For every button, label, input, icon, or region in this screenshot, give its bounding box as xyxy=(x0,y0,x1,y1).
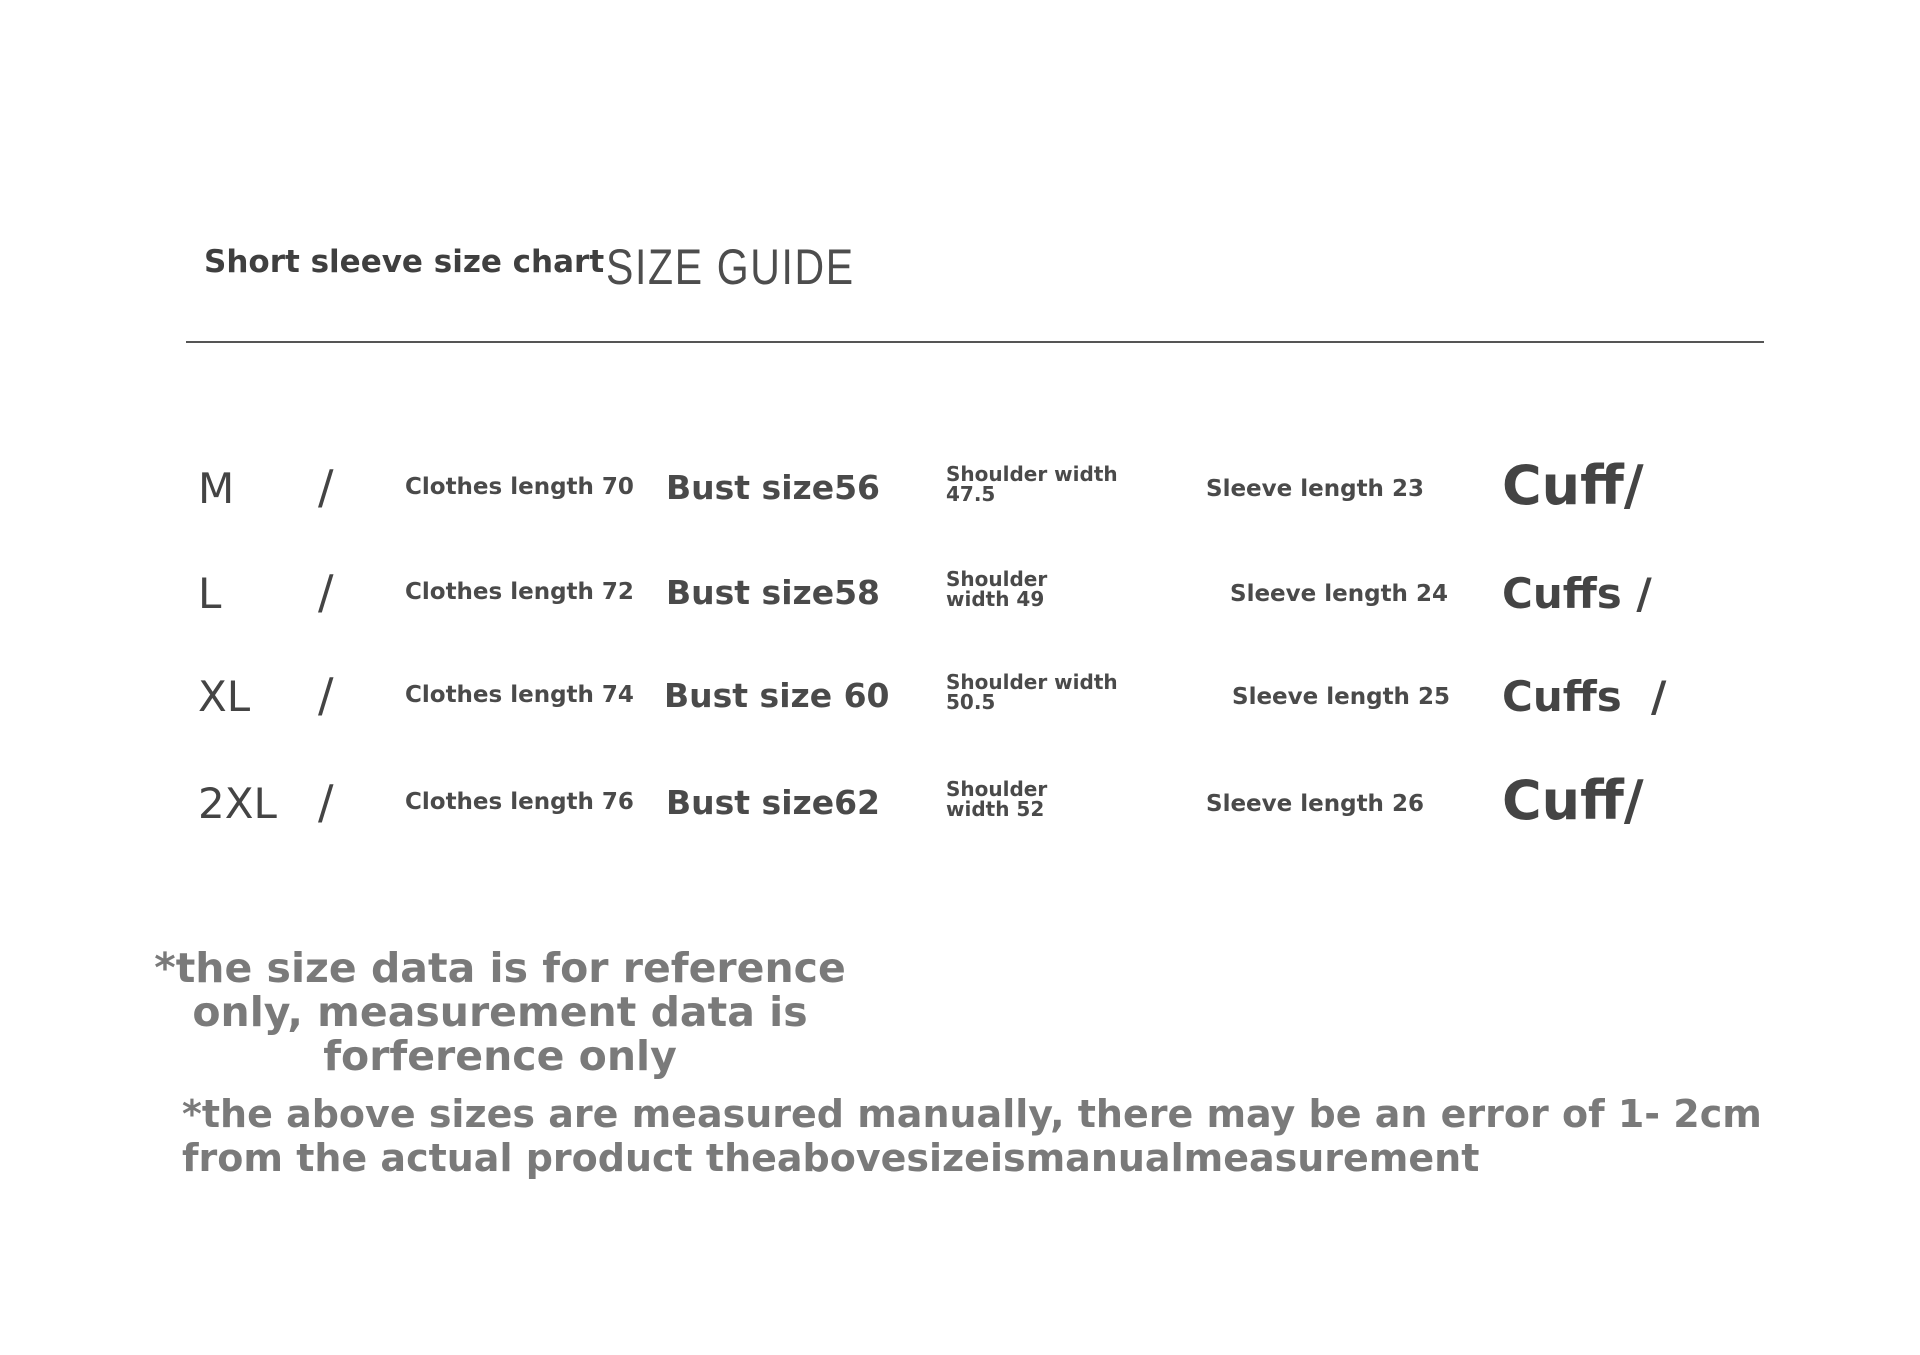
shoulder-width: Shoulder width 50.5 xyxy=(946,670,1118,714)
size-row-xl xyxy=(0,652,1920,742)
size-guide-heading: SIZE GUIDE xyxy=(606,239,855,295)
shoulder-width: Shoulder width 52 xyxy=(946,777,1048,821)
size-label: 2XL xyxy=(198,779,277,828)
header-divider xyxy=(186,341,1764,343)
bust-size: Bust size 60 xyxy=(664,676,890,715)
size-label: XL xyxy=(198,672,251,721)
size-slash: / xyxy=(318,460,334,514)
bust-size: Bust size56 xyxy=(666,468,881,507)
reference-note: *the size data is for reference only, measurement data is forference only xyxy=(154,944,846,1080)
size-chart-header-title: Short sleeve size chart xyxy=(204,244,605,280)
cuff-label: Cuffs / xyxy=(1502,569,1652,618)
sleeve-length: Sleeve length 23 xyxy=(1206,476,1424,502)
sleeve-length: Sleeve length 26 xyxy=(1206,791,1424,817)
sleeve-length: Sleeve length 24 xyxy=(1230,581,1448,607)
bust-size: Bust size58 xyxy=(666,573,881,612)
size-label: L xyxy=(198,569,222,618)
size-slash: / xyxy=(318,775,334,829)
size-row-2xl xyxy=(0,759,1920,849)
measurement-note: *the above sizes are measured manually, there may be an error of 1- 2cm from the actual product theabovesizeismanualmeasurement xyxy=(182,1092,1762,1180)
size-row-l xyxy=(0,549,1920,639)
sleeve-length: Sleeve length 25 xyxy=(1232,684,1450,710)
cuff-label: Cuff/ xyxy=(1502,454,1644,517)
clothes-length: Clothes length 74 xyxy=(405,682,634,708)
size-slash: / xyxy=(318,565,334,619)
clothes-length: Clothes length 76 xyxy=(405,789,634,815)
clothes-length: Clothes length 72 xyxy=(405,579,634,605)
bust-size: Bust size62 xyxy=(666,783,881,822)
shoulder-width: Shoulder width 47.5 xyxy=(946,462,1118,506)
cuff-label: Cuff/ xyxy=(1502,769,1644,832)
size-label: M xyxy=(198,464,235,513)
clothes-length: Clothes length 70 xyxy=(405,474,634,500)
size-row-m xyxy=(0,444,1920,534)
shoulder-width: Shoulder width 49 xyxy=(946,567,1048,611)
cuff-label: Cuffs / xyxy=(1502,672,1667,721)
size-slash: / xyxy=(318,668,334,722)
